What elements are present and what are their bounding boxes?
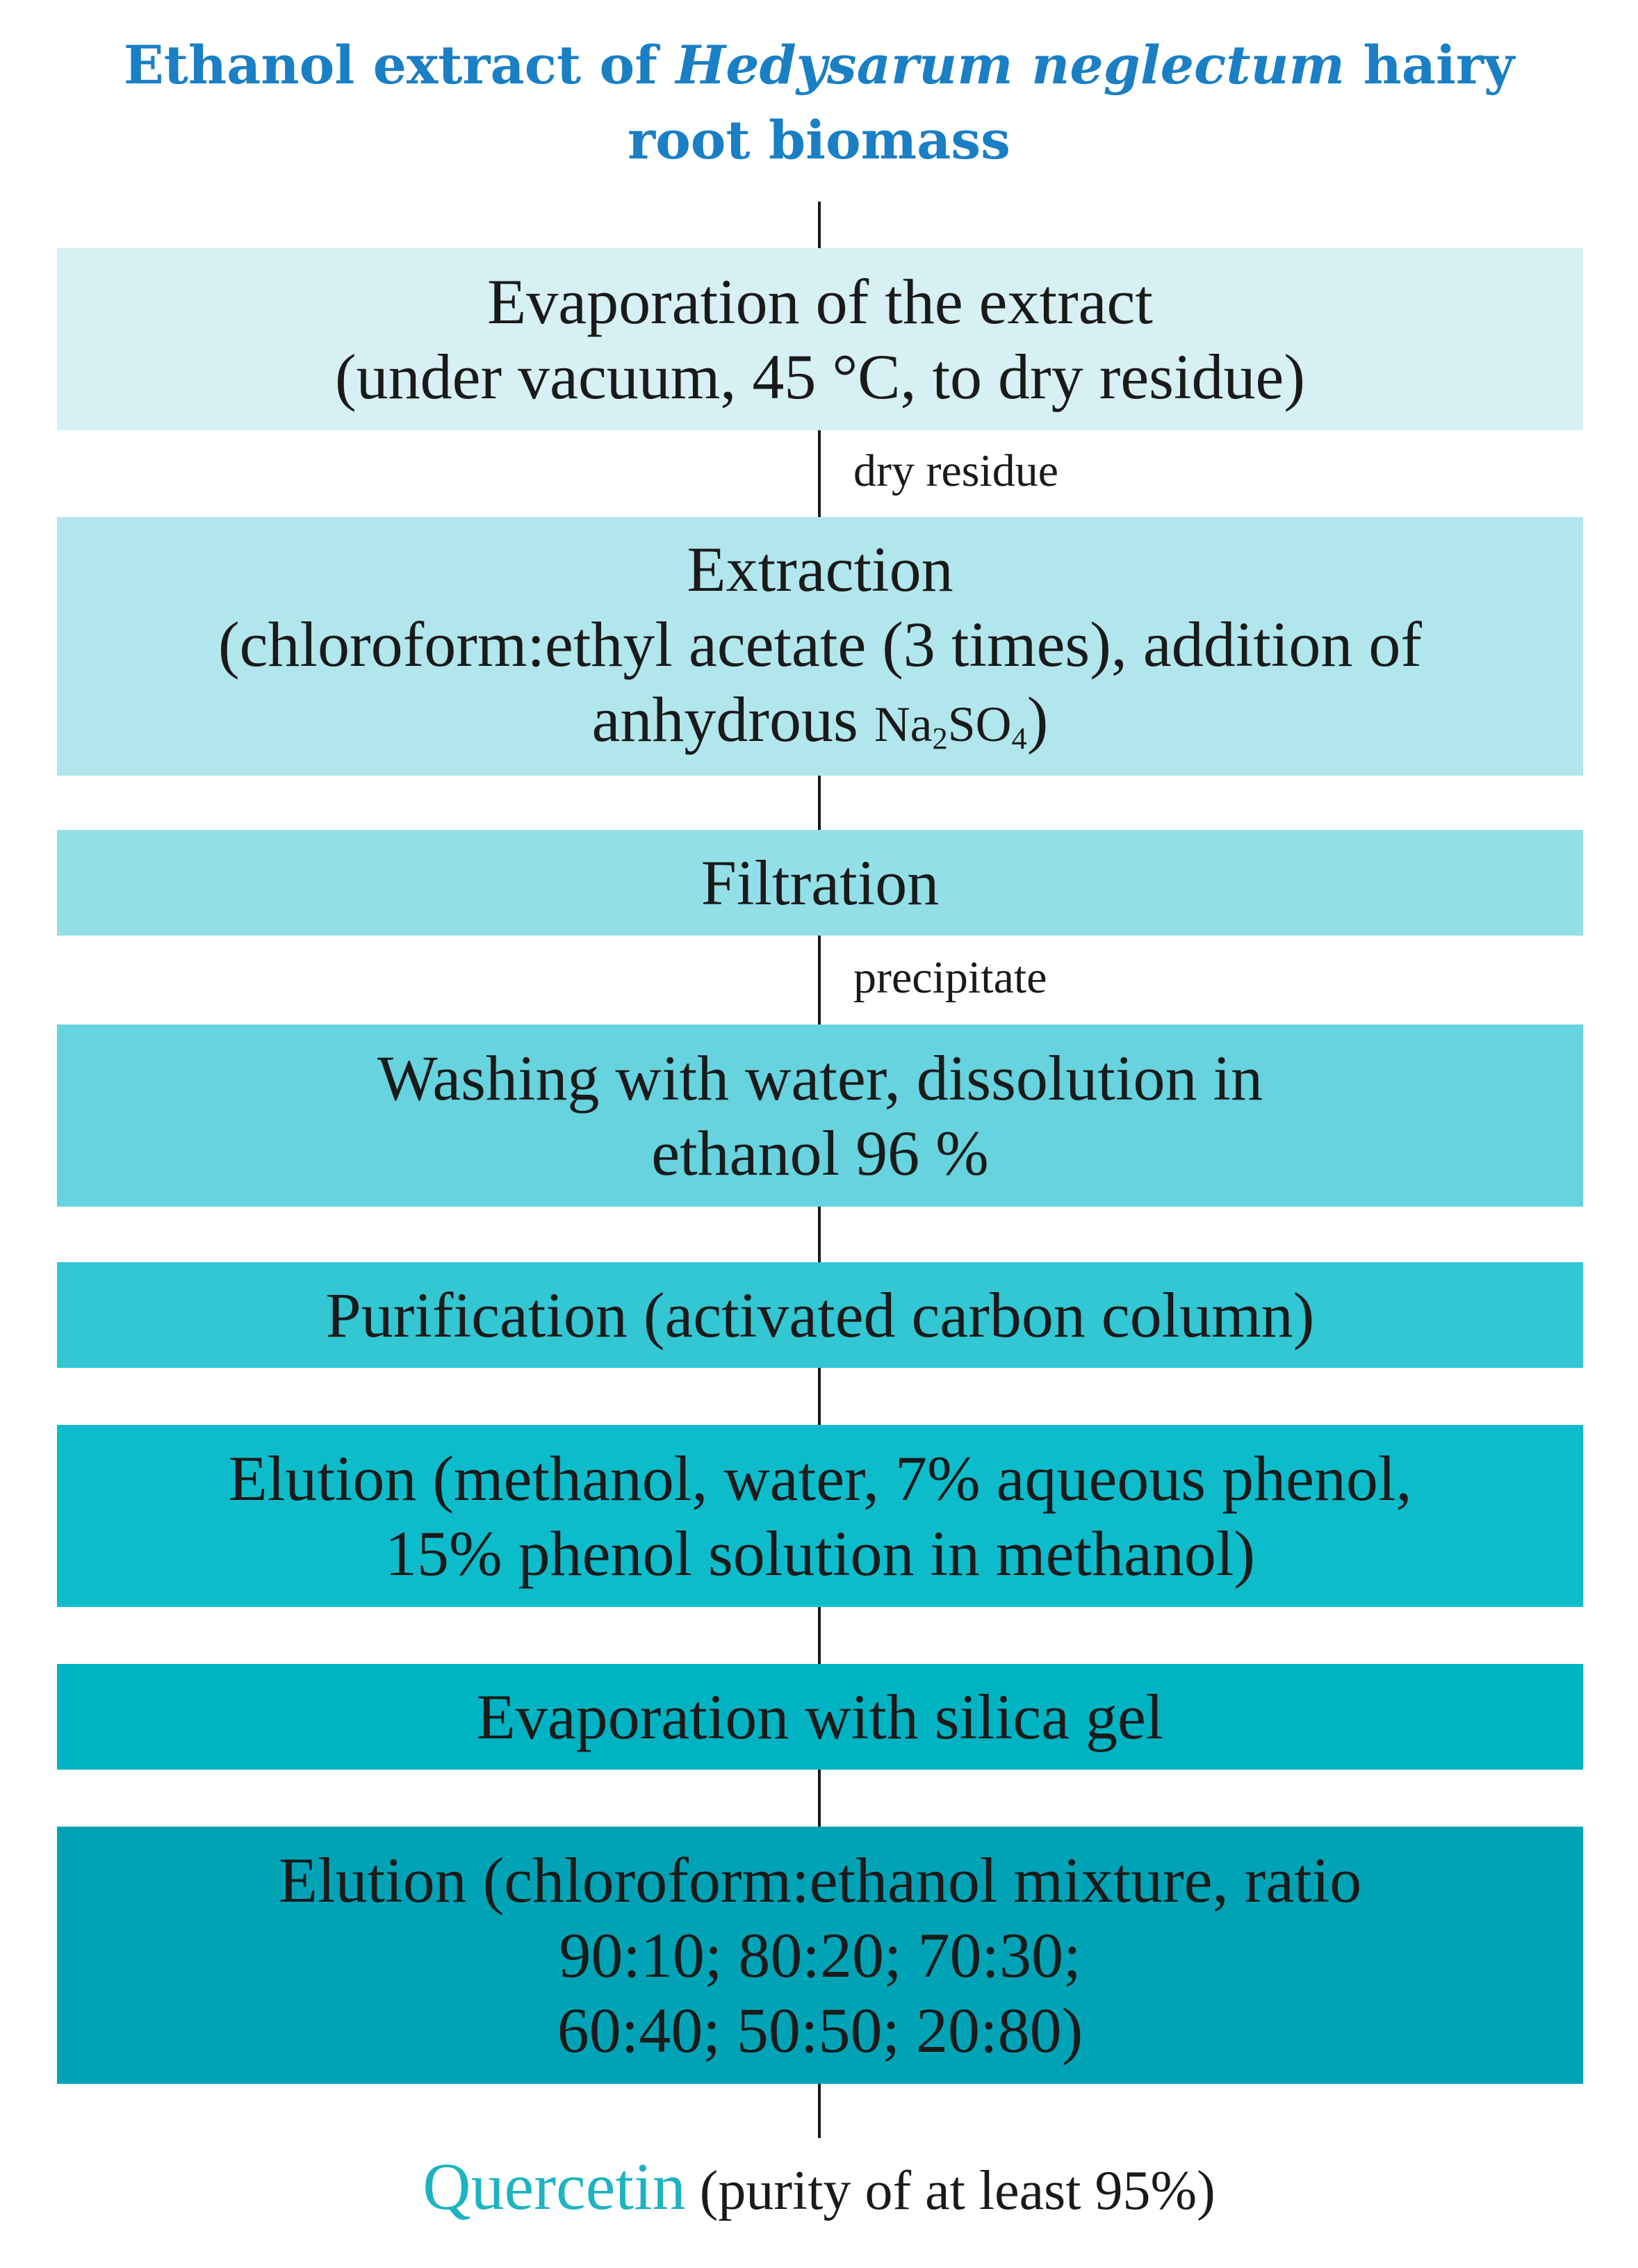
step-line: 15% phenol solution in methanol) (384, 1518, 1256, 1589)
title-line-1 (0, 28, 1638, 103)
diagram-title (0, 28, 1638, 178)
step-line: (under vacuum, 45 °C, to dry residue) (335, 341, 1305, 412)
step-line: Evaporation of the extract (487, 266, 1153, 337)
step-purification (57, 1262, 1583, 1368)
step-line: Elution (chloroform:ethanol mixture, ratio (278, 1845, 1362, 1916)
step-elution-methanol (57, 1425, 1583, 1607)
step-line: Elution (methanol, water, 7% aqueous phenol, (228, 1443, 1412, 1514)
connector-line (818, 1770, 821, 1827)
connector-line (818, 1368, 821, 1425)
step-line-chemical (592, 682, 1049, 762)
step-line-text: anhydrous (591, 683, 874, 755)
title-species: Hedysarum neglectum (675, 34, 1345, 96)
step-evaporation-silica-gel (57, 1664, 1583, 1770)
connector-line (818, 430, 821, 517)
title-prefix: Ethanol extract of (123, 34, 676, 96)
chemical-formula (874, 696, 1027, 756)
connector-line (818, 1207, 821, 1262)
chem-subscript: 4 (1011, 720, 1027, 756)
step-elution-chloroform-ethanol (57, 1827, 1583, 2084)
step-line: Evaporation with silica gel (476, 1681, 1164, 1752)
chem-so: SO (947, 696, 1012, 752)
step-line: 60:40; 50:50; 20:80) (557, 1995, 1083, 2066)
step-washing-dissolution (57, 1025, 1583, 1207)
step-filtration (57, 830, 1583, 936)
chem-na: Na (874, 696, 933, 752)
chem-subscript: 2 (932, 720, 948, 756)
connector-label-precipitate: precipitate (853, 952, 1047, 1003)
step-line: Filtration (701, 847, 940, 918)
step-line: ethanol 96 % (651, 1118, 989, 1189)
step-line: (chloroform:ethyl acetate (3 times), addition of (218, 608, 1423, 680)
product-purity-note: (purity of at least 95%) (685, 2160, 1215, 2221)
connector-line (818, 776, 821, 830)
title-line-2: root biomass (628, 109, 1010, 171)
connector-line (818, 202, 821, 250)
step-line: Washing with water, dissolution in (377, 1043, 1263, 1113)
step-evaporation-of-extract (57, 248, 1583, 430)
connector-line (818, 1607, 821, 1664)
connector-line (818, 2084, 821, 2138)
step-line-end: ) (1026, 683, 1049, 755)
connector-label-dry-residue: dry residue (853, 446, 1059, 496)
title-suffix: hairy (1345, 34, 1515, 96)
step-extraction (57, 517, 1583, 776)
step-line: Purification (activated carbon column) (325, 1280, 1315, 1351)
step-line: 90:10; 80:20; 70:30; (559, 1920, 1081, 1991)
product-name: Quercetin (423, 2149, 686, 2224)
final-product (0, 2148, 1638, 2225)
step-line: Extraction (687, 533, 953, 605)
connector-line (818, 936, 821, 1025)
